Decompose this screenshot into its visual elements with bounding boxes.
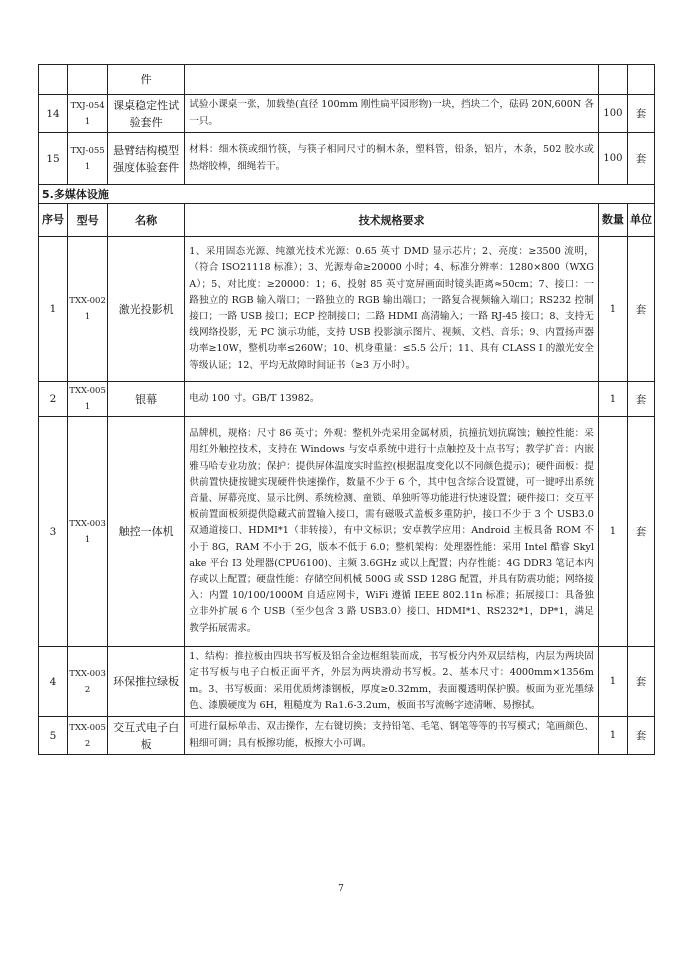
row-spec: 1、结构：推拉板由四块书写板及铝合金边框组装而成，书写板分内外双层结构，内层为两块固定书写板与电子白板正面平齐，外层为两块滑动书写板。2、基本尺寸：4000mm×1356mm。3、书写板面：采用优质烤漆钢板，厚度≥0.32mm，表面覆透明保护膜。板面为亚光墨绿色、漆膜硬度为 6H，粗糙度为 Ra1.6-3.2um，板面书写流畅字迹清晰、易擦拭。 [185, 647, 599, 717]
row-spec: 品牌机，规格：尺寸 86 英寸；外观：整机外壳采用金属材质，抗撞抗划抗腐蚀；触控性能：采用红外触控技术，支持在 Windows 与安卓系统中进行十点触控及十点书写；教学扩音：内嵌雅马哈专业功放；保护：提供屏体温度实时监控(根据温度变化以不同颜色提示)；硬件面板：提供前置快捷按键实现硬件快速操作，数量不少于 6 个，其中包含综合设置键，可一键呼出系统音量、屏幕亮度、显示比例、系统检测、童锁、单独听等功能进行快速设置；硬件接口：交互平板前置面板须提供隐藏式前置输入接口，需有磁吸式盖板多重防护，接口不少于 3 个 USB3.0 双通道接口、HDMI*1（非转接），有中文标识；安卓教学应用：Android 主板具备 ROM 不小于 8G，RAM 不小于 2G，版本不低于 6.0；整机架构：处理器性能：采用 Intel 酷睿 Skylake 平台 I3 处理器(CPU6100)、主频 3.6GHz 或以上配置；内存性能：4G DDR3 笔记本内存或以上配置；硬盘性能：存储空间机械 500G 或 SSD 128G 配置，并具有防震功能；网络接入：内置 10/100/1000M 自适应网卡，WiFi 遵循 IEEE 802.11n 标准；拓展接口：具备独立非外扩展 6 个 USB（至少包含 3 路 USB3.0）接口、HDMI*1、RS232*1，DP*1，满足教学拓展需求。 [185, 417, 599, 647]
table-row [39, 417, 655, 647]
header-model: 型号 [68, 204, 108, 237]
row-model: TXX-0052 [68, 717, 108, 755]
table-row [39, 133, 655, 185]
header-quantity: 数量 [598, 204, 627, 237]
row-name: 环保推拉绿板 [108, 647, 185, 717]
row-quantity: 100 [598, 133, 627, 185]
document-page [38, 64, 655, 755]
section-heading-row [39, 185, 655, 204]
row-name: 触控一体机 [108, 417, 185, 647]
table-row [39, 717, 655, 755]
page-number: 7 [338, 884, 344, 894]
row-unit: 套 [627, 417, 654, 647]
row-quantity: 1 [598, 382, 627, 417]
row-quantity [598, 65, 627, 95]
row-unit: 套 [627, 237, 654, 382]
header-spec: 技术规格要求 [185, 204, 599, 237]
row-quantity: 100 [598, 95, 627, 133]
row-spec: 材料：细木筷或细竹筷，与筷子相同尺寸的桐木条，塑料管，铅条，铝片，木条，502 胶水或热熔胶棒，细绳若干。 [185, 133, 599, 185]
row-name: 激光投影机 [108, 237, 185, 382]
row-name: 件 [108, 65, 185, 95]
row-model: TXX-0021 [68, 237, 108, 382]
row-number [39, 65, 68, 95]
header-unit: 单位 [627, 204, 654, 237]
row-unit: 套 [627, 382, 654, 417]
row-quantity: 1 [598, 237, 627, 382]
row-number: 1 [39, 237, 68, 382]
row-spec: 电动 100 寸。GB/T 13982。 [185, 382, 599, 417]
table-row [39, 65, 655, 95]
row-unit [627, 65, 654, 95]
row-number: 14 [39, 95, 68, 133]
row-number: 2 [39, 382, 68, 417]
row-name: 银幕 [108, 382, 185, 417]
row-number: 3 [39, 417, 68, 647]
row-spec [185, 65, 599, 95]
equipment-table [38, 64, 655, 755]
row-spec: 可进行鼠标单击、双击操作，左右键切换；支持铅笔、毛笔、钢笔等等的书写模式；笔画颜色、粗细可调；具有板擦功能，板擦大小可调。 [185, 717, 599, 755]
row-name: 交互式电子白板 [108, 717, 185, 755]
header-name: 名称 [108, 204, 185, 237]
row-model: TXX-0051 [68, 382, 108, 417]
row-model: TXX-0031 [68, 417, 108, 647]
table-row [39, 647, 655, 717]
table-row [39, 237, 655, 382]
row-number: 5 [39, 717, 68, 755]
table-row [39, 95, 655, 133]
row-unit: 套 [627, 647, 654, 717]
table-header-row [39, 204, 655, 237]
row-quantity: 1 [598, 647, 627, 717]
row-name: 悬臂结构模型强度体验套件 [108, 133, 185, 185]
row-model [68, 65, 108, 95]
row-model: TXJ-0551 [68, 133, 108, 185]
row-model: TXJ-0541 [68, 95, 108, 133]
header-number: 序号 [39, 204, 68, 237]
row-unit: 套 [627, 133, 654, 185]
row-unit: 套 [627, 717, 654, 755]
row-spec: 1、采用固态光源、纯激光技术光源：0.65 英寸 DMD 显示芯片；2、亮度：≥3500 流明，（符合 ISO21118 标准）；3、光源寿命≥20000 小时；4、标准分辨率：1280×800（WXGA）；5、对比度：≥20000：1；6、投射 85 英寸宽屏画面时镜头距离≈50cm；7、接口：一路独立的 RGB 输入端口；一路独立的 RGB 输出端口；一路复合视频输入端口；RS232 控制接口；一路 USB 接口；ECP 控制接口；二路 HDMI 高清输入；一路 RJ-45 接口；8、支持无线网络投影，无 PC 演示功能，支持 USB 投影演示图片、视频、文档、音乐；9、内置扬声器功率≥10W，整机功率≤260W；10、机身重量：≤5.5 公斤；11、具有 CLASS I 的激光安全等级认证；12、平均无故障时间证书（≥3 万小时）。 [185, 237, 599, 382]
table-row [39, 382, 655, 417]
row-unit: 套 [627, 95, 654, 133]
section-title: 5.多媒体设施 [39, 185, 655, 204]
row-spec: 试验小课桌一张，加载垫(直径 100mm 刚性扁平园形物)一块，挡块二个，砝码 20N,600N 各一只。 [185, 95, 599, 133]
row-model: TXX-0032 [68, 647, 108, 717]
row-number: 4 [39, 647, 68, 717]
row-quantity: 1 [598, 717, 627, 755]
row-quantity: 1 [598, 417, 627, 647]
row-number: 15 [39, 133, 68, 185]
row-name: 课桌稳定性试验套件 [108, 95, 185, 133]
